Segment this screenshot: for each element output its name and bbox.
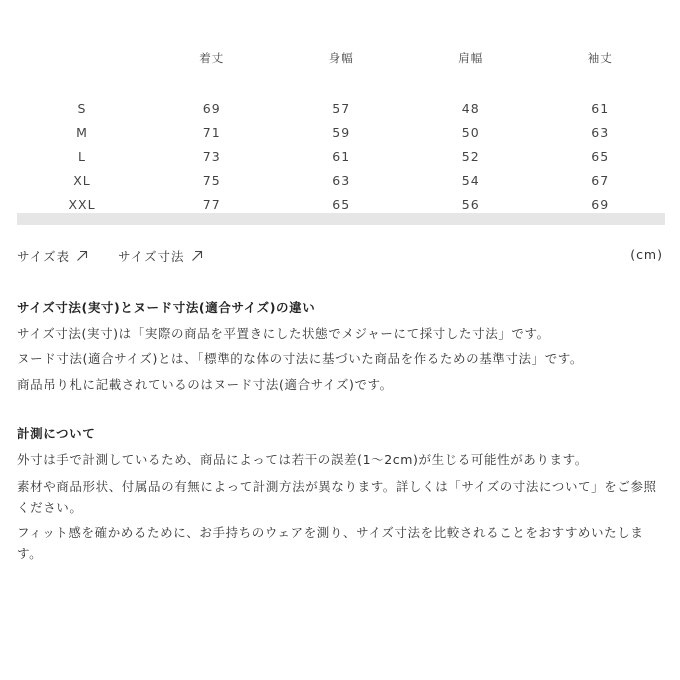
sleeve-value: 63 — [591, 124, 610, 140]
header-size — [17, 44, 147, 72]
width-value: 63 — [332, 172, 351, 188]
size-label: S — [77, 100, 87, 116]
sleeve-value: 61 — [591, 100, 610, 116]
measurement-line: 素材や商品形状、付属品の有無によって計測方法が異なります。詳しくは「サイズの寸法について」をご参照ください。 — [17, 479, 657, 515]
size-label: L — [78, 148, 86, 164]
unit-label: (cm) — [630, 247, 663, 262]
length-value: 77 — [202, 196, 221, 212]
measure-types-line: 商品吊り札に記載されているのはヌード寸法(適合サイズ)です。 — [17, 376, 393, 392]
table-row — [17, 168, 665, 192]
shoulder-value: 50 — [461, 124, 480, 140]
sleeve-value: 65 — [591, 148, 610, 164]
header-shoulder: 肩幅 — [458, 51, 484, 65]
sleeve-value: 67 — [591, 172, 610, 188]
width-value: 65 — [332, 196, 351, 212]
size-table-header-row — [17, 44, 665, 72]
table-row — [17, 120, 665, 144]
measurement-section — [17, 421, 665, 568]
size-table — [17, 44, 665, 216]
width-value: 61 — [332, 148, 351, 164]
measurement-line: 外寸は手で計測しているため、商品によっては若干の誤差(1〜2cm)が生じる可能性があります。 — [17, 451, 588, 467]
sleeve-value: 69 — [591, 196, 610, 212]
size-dimensions-link-label: サイズ寸法 — [118, 249, 185, 264]
table-row — [17, 72, 665, 120]
shoulder-value: 56 — [461, 196, 480, 212]
size-chart-link-label: サイズ表 — [17, 249, 71, 264]
size-dimensions-link[interactable] — [118, 247, 203, 265]
measure-types-heading: サイズ寸法(実寸)とヌード寸法(適合サイズ)の違い — [17, 300, 316, 315]
width-value: 57 — [332, 100, 351, 116]
measurement-line: フィット感を確かめるために、お手持ちのウェアを測り、サイズ寸法を比較されることをおすすめいたします。 — [17, 525, 644, 561]
measure-types-line: ヌード寸法(適合サイズ)とは、「標準的な体の寸法に基づいた商品を作るための基準寸法」です。 — [17, 351, 584, 366]
measure-types-line: サイズ寸法(実寸)は「実際の商品を平置きにした状態でメジャーにて採寸した寸法」です。 — [17, 325, 550, 341]
divider-bar — [17, 213, 665, 225]
shoulder-value: 48 — [461, 100, 480, 116]
external-arrow-icon — [191, 250, 203, 262]
header-length: 着丈 — [199, 51, 225, 65]
length-value: 75 — [202, 172, 221, 188]
length-value: 71 — [202, 124, 221, 140]
table-row — [17, 144, 665, 168]
length-value: 69 — [202, 100, 221, 116]
header-sleeve: 袖丈 — [587, 51, 613, 65]
width-value: 59 — [332, 124, 351, 140]
length-value: 73 — [202, 148, 221, 164]
external-arrow-icon — [76, 250, 88, 262]
measurement-heading: 計測について — [17, 426, 96, 441]
shoulder-value: 54 — [461, 172, 480, 188]
size-label: XXL — [68, 196, 96, 212]
header-width: 身幅 — [328, 51, 354, 65]
shoulder-value: 52 — [461, 148, 480, 164]
size-chart-link[interactable] — [17, 247, 88, 265]
measure-types-section — [17, 295, 665, 397]
size-links-row — [17, 247, 665, 267]
size-label: XL — [73, 172, 91, 188]
size-label: M — [76, 124, 88, 140]
